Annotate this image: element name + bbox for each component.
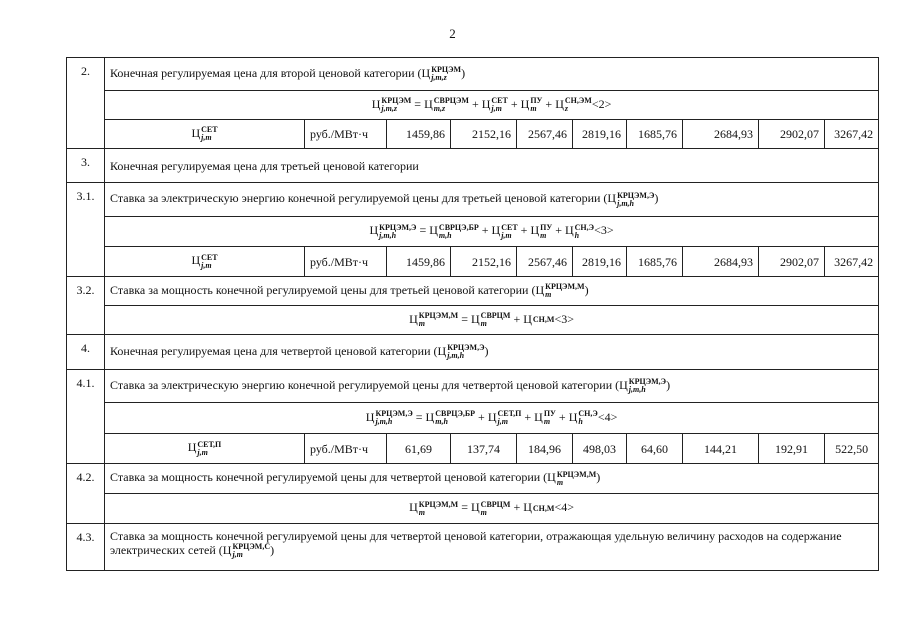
row-symbol: Ц СЕТ j,m — [105, 247, 305, 277]
value-cell: 137,74 — [451, 434, 517, 464]
value-cell: 522,50 — [825, 434, 879, 464]
formula-row — [67, 217, 879, 247]
value-row — [67, 120, 879, 149]
value-row — [67, 434, 879, 464]
value-cell: 192,91 — [759, 434, 825, 464]
formula-row — [67, 91, 879, 120]
title-text: Конечная регулируемая цена для второй ценовой категории (Ц — [110, 65, 431, 80]
value-cell: 1459,86 — [387, 247, 451, 277]
section-title: Конечная регулируемая цена для второй ценовой категории (Ц КРЦЭМ j,m,z ) — [105, 58, 879, 91]
section-title: Ставка за электрическую энергию конечной регулируемой цены для третьей ценовой категории (Ц КРЦЭМ,Э j,m,h ) — [105, 183, 879, 217]
section-title: Конечная регулируемая цена для третьей ценовой категории — [105, 149, 879, 183]
section-number: 2. — [67, 58, 105, 149]
value-cell: 144,21 — [683, 434, 759, 464]
value-cell: 2819,16 — [573, 120, 627, 149]
section-number: 3.1. — [67, 183, 105, 277]
section-title: Ставка за мощность конечной регулируемой цены для четвертой ценовой категории (Ц КРЦЭМ,М m ) — [105, 464, 879, 494]
value-cell: 61,69 — [387, 434, 451, 464]
section-title: Конечная регулируемая цена для четвертой ценовой категории (Ц КРЦЭМ,Э j,m,h ) — [105, 335, 879, 370]
value-cell: 2567,46 — [517, 120, 573, 149]
formula: Ц КРЦЭМ j,m,z = Ц СВРЦЭМ m,z + Ц СЕТ j,m + Ц ПУ m + Ц СН,ЭМ z <2> — [105, 91, 879, 120]
value-cell: 2902,07 — [759, 247, 825, 277]
section-number: 3.2. — [67, 277, 105, 335]
section-row — [67, 149, 879, 183]
unit: руб./МВт·ч — [305, 247, 387, 277]
value-cell: 2684,93 — [683, 247, 759, 277]
title-indices: КРЦЭМ j,m,z — [431, 65, 462, 83]
row-symbol: Ц СЕТ j,m — [105, 120, 305, 149]
formula-row — [67, 494, 879, 524]
value-cell: 1459,86 — [387, 120, 451, 149]
value-cell: 2819,16 — [573, 247, 627, 277]
section-row — [67, 370, 879, 403]
section-number: 4.1. — [67, 370, 105, 464]
value-cell: 64,60 — [627, 434, 683, 464]
section-number: 4.3. — [67, 524, 105, 571]
section-row — [67, 183, 879, 217]
value-cell: 2684,93 — [683, 120, 759, 149]
value-cell: 184,96 — [517, 434, 573, 464]
section-row — [67, 464, 879, 494]
unit: руб./МВт·ч — [305, 120, 387, 149]
value-cell: 3267,42 — [825, 247, 879, 277]
formula-row — [67, 403, 879, 434]
value-cell: 1685,76 — [627, 120, 683, 149]
formula: Ц КРЦЭМ,М m = Ц СВРЦМ m + Ц СН,М <4> — [105, 494, 879, 524]
value-cell: 3267,42 — [825, 120, 879, 149]
section-title: Ставка за мощность конечной регулируемой цены для третьей ценовой категории (Ц КРЦЭМ,М m ) — [105, 277, 879, 306]
value-cell: 2152,16 — [451, 247, 517, 277]
formula-row — [67, 306, 879, 335]
row-symbol: Ц СЕТ,П j,m — [105, 434, 305, 464]
section-number: 3. — [67, 149, 105, 183]
tariff-table — [66, 57, 879, 571]
formula: Ц КРЦЭМ,Э j,m,h = Ц СВРЦЭ,БР m,h + Ц СЕТ j,m + Ц ПУ m + Ц СН,Э h <3> — [105, 217, 879, 247]
section-number: 4. — [67, 335, 105, 370]
formula: Ц КРЦЭМ,Э j,m,h = Ц СВРЦЭ,БР m,h + Ц СЕТ,П j,m + Ц ПУ m + Ц СН,Э h <4> — [105, 403, 879, 434]
section-title: Ставка за мощность конечной регулируемой цены для четвертой ценовой категории, отражающая удельную величину расходов на содержание электрических сетей (Ц КРЦЭМ,С j,m ) — [105, 524, 879, 571]
section-row — [67, 58, 879, 91]
page-number: 2 — [449, 26, 456, 41]
value-row — [67, 247, 879, 277]
section-title: Ставка за электрическую энергию конечной регулируемой цены для четвертой ценовой категории (Ц КРЦЭМ,Э j,m,h ) — [105, 370, 879, 403]
unit: руб./МВт·ч — [305, 434, 387, 464]
value-cell: 2902,07 — [759, 120, 825, 149]
value-cell: 2567,46 — [517, 247, 573, 277]
section-row — [67, 524, 879, 571]
section-row — [67, 277, 879, 306]
formula: Ц КРЦЭМ,М m = Ц СВРЦМ m + Ц СН,М <3> — [105, 306, 879, 335]
value-cell: 498,03 — [573, 434, 627, 464]
section-row — [67, 335, 879, 370]
section-number: 4.2. — [67, 464, 105, 524]
value-cell: 2152,16 — [451, 120, 517, 149]
value-cell: 1685,76 — [627, 247, 683, 277]
